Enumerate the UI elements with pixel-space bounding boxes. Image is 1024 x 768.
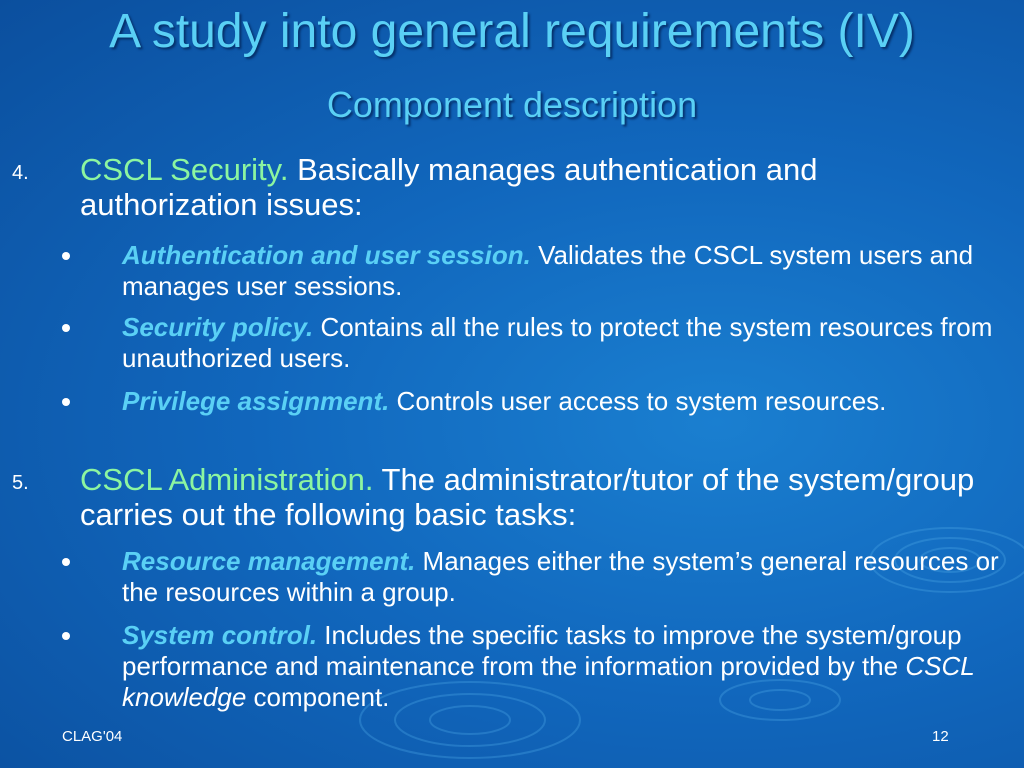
bullet-description: Controls user access to system resources. bbox=[389, 386, 887, 416]
bullet-text bbox=[122, 620, 1012, 713]
item-heading: CSCL Security. bbox=[80, 152, 289, 187]
bullet-description: Contains all the rules to protect the system resources from unauthorized users. bbox=[122, 312, 993, 373]
bullet-term: Resource management. bbox=[122, 546, 416, 576]
bullet-text bbox=[122, 386, 1012, 417]
page-number: 12 bbox=[932, 728, 949, 745]
bullet-dot-icon bbox=[62, 398, 70, 406]
bullet-dot-icon bbox=[62, 252, 70, 260]
bullet-italic-term: CSCL knowledge bbox=[122, 651, 975, 712]
item-number: 5. bbox=[12, 472, 29, 494]
bullet-term: Authentication and user session. bbox=[122, 240, 531, 270]
bullet-term: Privilege assignment. bbox=[122, 386, 390, 416]
item-text bbox=[80, 462, 1000, 532]
slide-subtitle: Component description bbox=[326, 84, 698, 125]
item-heading: CSCL Administration. bbox=[80, 462, 374, 497]
bullet-term: System control. bbox=[122, 620, 318, 650]
footer-label: CLAG'04 bbox=[62, 728, 123, 745]
bullet-description: Includes the specific tasks to improve the system/group performance and maintenance from the information provided by the bbox=[122, 620, 962, 681]
bullet-description: Manages either the system’s general resources or the resources within a group. bbox=[122, 546, 999, 607]
bullet-tail: component. bbox=[246, 682, 390, 712]
slide-title: A study into general requirements (IV) bbox=[109, 5, 915, 58]
bullet-dot-icon bbox=[62, 324, 70, 332]
item-description: Basically manages authentication and authorization issues: bbox=[80, 152, 818, 222]
bullet-dot-icon bbox=[62, 558, 70, 566]
item-description: The administrator/tutor of the system/group carries out the following basic tasks: bbox=[80, 462, 975, 532]
item-number: 4. bbox=[12, 162, 29, 184]
bullet-text bbox=[122, 240, 1012, 302]
bullet-description: Validates the CSCL system users and manages user sessions. bbox=[122, 240, 974, 301]
bullet-text bbox=[122, 312, 1012, 374]
item-text bbox=[80, 152, 1000, 222]
bullet-text bbox=[122, 546, 1012, 608]
bullet-dot-icon bbox=[62, 632, 70, 640]
bullet-term: Security policy. bbox=[122, 312, 314, 342]
